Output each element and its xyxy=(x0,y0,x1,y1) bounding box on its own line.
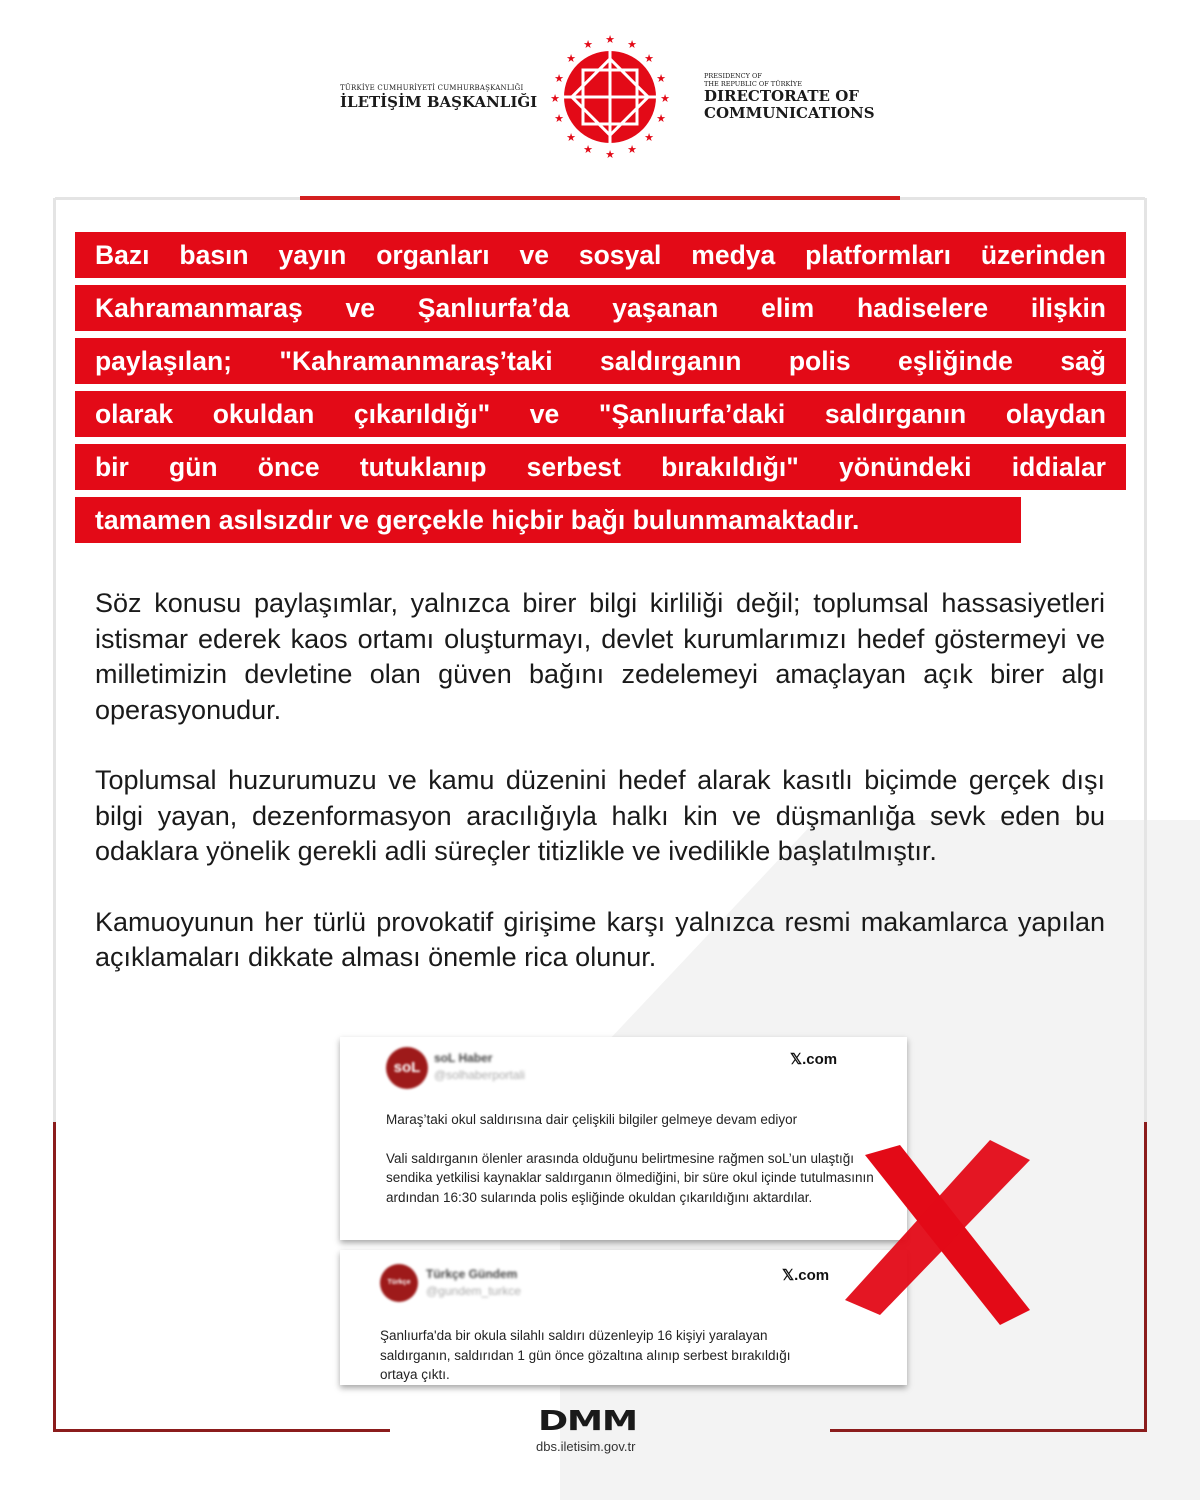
avatar: soL xyxy=(386,1047,428,1089)
headline-line: Kahramanmaraş ve Şanlıurfa’da yaşanan elim hadiselere ilişkin xyxy=(75,285,1126,331)
svg-text:★: ★ xyxy=(566,53,576,65)
tweet-card-turkce-gundem xyxy=(340,1250,907,1385)
right-title-1: DIRECTORATE OF xyxy=(704,87,859,105)
headline-line: Bazı basın yayın organları ve sosyal medya platformları üzerinden xyxy=(75,232,1126,278)
tweet-author: soL Haber xyxy=(434,1051,493,1065)
headline-line: olarak okuldan çıkarıldığı" ve "Şanlıurfa’daki saldırganın olaydan xyxy=(75,391,1126,437)
right-logotype xyxy=(704,72,875,122)
body-text xyxy=(95,586,1105,976)
svg-text:★: ★ xyxy=(566,132,576,144)
frame-left-accent xyxy=(53,1122,56,1432)
right-subtitle-1: PRESIDENCY OF xyxy=(704,72,762,80)
paragraph-2: Toplumsal huzurumuzu ve kamu düzenini hedef alarak kasıtlı biçimde gerçek dışı bilgi yayan, dezenformasyon aracılığıyla halkı kin ve düşmanlığa sevk eden bu odaklara yönelik gerekli adli süreçler titizlikle ve ivedilikle başlatılmıştır. xyxy=(95,765,1105,866)
svg-text:★: ★ xyxy=(644,53,654,65)
frame-right-line xyxy=(1144,198,1147,1123)
svg-text:★: ★ xyxy=(644,132,654,144)
frame-bottom-left xyxy=(53,1429,390,1432)
left-title: İLETİŞİM BAŞKANLIĞI xyxy=(340,93,538,111)
tweet-handle: @gundem_turkce xyxy=(426,1284,521,1298)
left-logotype xyxy=(340,84,537,111)
dmm-logo: DMM xyxy=(538,1404,637,1437)
headline-line: bir gün önce tutuklanıp serbest bırakıldığı" yönündeki iddialar xyxy=(75,444,1126,490)
footer-url[interactable]: dbs.iletisim.gov.tr xyxy=(536,1439,636,1454)
left-subtitle: TÜRKİYE CUMHURİYETİ CUMHURBAŞKANLIĞI xyxy=(340,84,524,92)
avatar: Türkçe xyxy=(380,1264,418,1302)
headline-line: tamamen asılsızdır ve gerçekle hiçbir bağı bulunmamaktadır. xyxy=(75,497,1021,543)
svg-text:★: ★ xyxy=(550,93,560,105)
x-com-label: 𝕏.com xyxy=(790,1051,838,1068)
x-com-label: 𝕏.com xyxy=(782,1267,830,1284)
frame-top-accent xyxy=(300,196,900,200)
svg-text:★: ★ xyxy=(583,144,593,156)
tweet-card-sol-haber xyxy=(340,1037,907,1240)
tweet-text: Vali saldırganın ölenler arasında olduğunu belirtmesine rağmen soL’un ulaştığı sendika yetkilisi kaynaklar saldırganın ölmediğini, bir süre okul içinde tutulmasının ardından 16:30 sularında polis eşliğinde okuldan çıkarıldığını aktardılar. xyxy=(386,1150,874,1205)
svg-text:★: ★ xyxy=(656,73,666,85)
frame-bottom-right xyxy=(830,1429,1147,1432)
red-cross-mark-icon xyxy=(840,1140,1040,1330)
frame-left-line xyxy=(53,198,56,1123)
svg-text:★: ★ xyxy=(605,35,615,46)
paragraph-1: Söz konusu paylaşımlar, yalnızca birer bilgi kirliliği değil; toplumsal hassasiyetleri istismar ederek kaos ortamı oluşturmayı, devlet kurumlarımızı hedef göstermeyi ve milletimizin devletine olan güven bağını zedelemeyi amaçlayan açık birer algı operasyonudur. xyxy=(95,588,1105,725)
svg-text:★: ★ xyxy=(554,73,564,85)
presidency-emblem-icon xyxy=(545,35,675,160)
svg-text:★: ★ xyxy=(583,39,593,51)
svg-text:★: ★ xyxy=(627,39,637,51)
paragraph-3: Kamuoyunun her türlü provokatif girişime karşı yalnızca resmi makamlarca yapılan açıklamaları dikkate alması önemle rica olunur. xyxy=(95,906,1105,972)
frame-right-accent xyxy=(1144,1122,1147,1432)
svg-text:★: ★ xyxy=(554,113,564,125)
svg-text:★: ★ xyxy=(656,113,666,125)
tweet-author: Türkçe Gündem xyxy=(426,1267,518,1281)
svg-text:★: ★ xyxy=(605,149,615,160)
svg-text:★: ★ xyxy=(627,144,637,156)
headline-line: paylaşılan; "Kahramanmaraş’taki saldırganın polis eşliğinde sağ xyxy=(75,338,1126,384)
tweet-body xyxy=(380,1326,830,1385)
svg-text:★: ★ xyxy=(660,93,670,105)
tweet-body xyxy=(386,1110,881,1207)
tweet-handle: @solhaberportali xyxy=(434,1068,525,1082)
right-subtitle-2: THE REPUBLIC OF TÜRKİYE xyxy=(704,80,802,88)
right-title-2: COMMUNICATIONS xyxy=(704,104,875,122)
tweet-text: Şanlıurfa'da bir okula silahlı saldırı düzenleyip 16 kişiyi yaralayan saldırganın, saldırıdan 1 gün önce gözaltına alınıp serbest bırakıldığı ortaya çıktı. xyxy=(380,1328,791,1382)
tweet-text: Maraş’taki okul saldırısına dair çelişkili bilgiler gelmeye devam ediyor xyxy=(386,1112,798,1127)
